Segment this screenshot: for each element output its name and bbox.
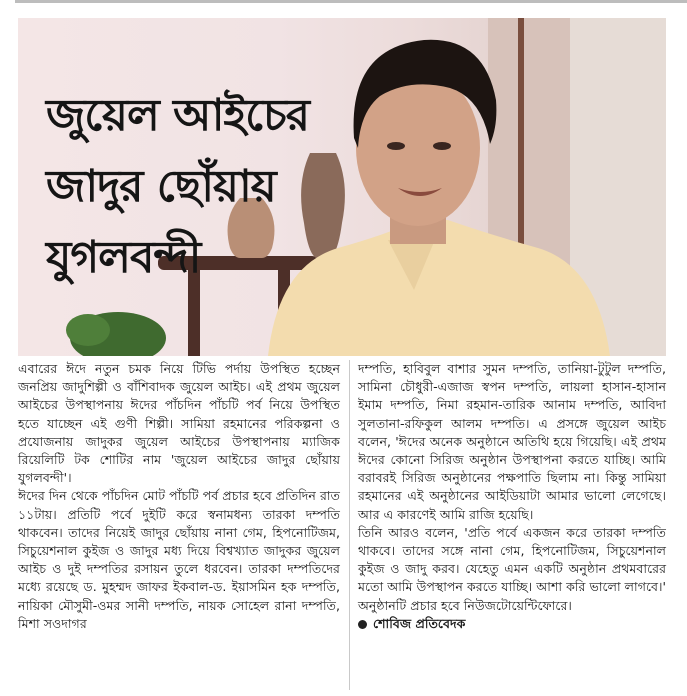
headline-line-2: জাদুর ছোঁয়ায় <box>46 161 276 212</box>
article-paragraph: দম্পতি, হাবিবুল বাশার সুমন দম্পতি, তানিয়া-টুটুল দম্পতি, সামিনা চৌধুরী-এজাজ স্বপন দম্পতি, লায়লা হাসান-হাসান ইমাম দম্পতি, নিমা রহমান-তারিক আনাম দম্পতি, আবিদা সুলতানা-রফিকুল আলম দম্পতি। এ প্রসঙ্গে জুয়েল আইচ বলেন, 'ঈদের অনেক অনুষ্ঠানে অতিথি হয়ে গিয়েছি। এই প্রথম ঈদের কোনো সিরিজ অনুষ্ঠান উপস্থাপনা করতে যাচ্ছি। আমি বরাবরই সিরিজ অনুষ্ঠানের পক্ষপাতি ছিলাম না। কিন্তু সামিয়া রহমানের এই অনুষ্ঠানের আইডিয়াটা আমার ভালো লেগেছে। আর এ কারণেই আমি রাজি হয়েছি। <box>358 361 666 522</box>
article-paragraph: ঈদের দিন থেকে পাঁচদিন মোট পাঁচটি পর্ব প্রচার হবে প্রতিদিন রাত ১১টায়। প্রতিটি পর্বে দুইটি করে স্বনামধন্য তারকা দম্পতি থাকবেন। তাদের নিয়েই জাদুর ছোঁয়ায় নানা গেম, হিপনোটিজম, সিচুয়েশনাল কুইজ ও জাদুর মধ্য দিয়ে বিশ্বখ্যাত জাদুকর জুয়েল আইচ ও দুই দম্পতির রসায়ন তুলে ধরবেন। তারকা দম্পতিদের মধ্যে রয়েছে ড. মুহম্মদ জাফর ইকবাল-ড. ইয়াসমিন হক দম্পতি, নায়িকা মৌসুমী-ওমর সানী দম্পতি, নায়ক সোহেল রানা দম্পতি, মিশা সওদাগর <box>18 488 340 631</box>
article-column-right <box>358 360 666 633</box>
article-column-left <box>18 360 340 633</box>
headline <box>46 80 336 293</box>
top-rule <box>15 0 687 3</box>
article-paragraph: তিনি আরও বলেন, 'প্রতি পর্বে একজন করে তারকা দম্পতি থাকবে। তাদের সঙ্গে নানা গেম, হিপনোটিজম, সিচুয়েশনাল কুইজ ও জাদু করব। যেহেতু এমন একটি অনুষ্ঠান প্রথমবারের মতো আমি উপস্থাপন করতে যাচ্ছি। আশা করি ভালো লাগবে।' অনুষ্ঠানটি প্রচার হবে নিউজটোয়েন্টিফোরে। <box>358 524 666 613</box>
article-paragraph: এবারের ঈদে নতুন চমক নিয়ে টিভি পর্দায় উপস্থিত হচ্ছেন জনপ্রিয় জাদুশিল্পী ও বাঁশিবাদক জুয়েল আইচ। এই প্রথম জুয়েল আইচের উপস্থাপনায় ঈদের পাঁচদিন পাঁচটি পর্ব নিয়ে উপস্থিত হতে যাচ্ছেন এই গুণী শিল্পী। সামিয়া রহমানের পরিকল্পনা ও প্রযোজনায় জাদুকর জুয়েল আইচের উপস্থাপনায় ম্যাজিক রিয়েলিটি টক শোটির নাম 'জুয়েল আইচের জাদুর ছোঁয়ায় যুগলবন্দী'। <box>18 361 340 486</box>
column-divider <box>349 360 350 690</box>
byline-text: শোবিজ প্রতিবেদক <box>373 615 466 631</box>
bullet-icon <box>358 620 367 629</box>
eye <box>387 142 405 150</box>
eye <box>433 142 451 150</box>
article-photo <box>18 18 666 356</box>
byline <box>358 615 666 633</box>
headline-line-1: জুয়েল আইচের <box>46 90 309 141</box>
headline-line-3: যুগলবন্দী <box>46 232 201 283</box>
